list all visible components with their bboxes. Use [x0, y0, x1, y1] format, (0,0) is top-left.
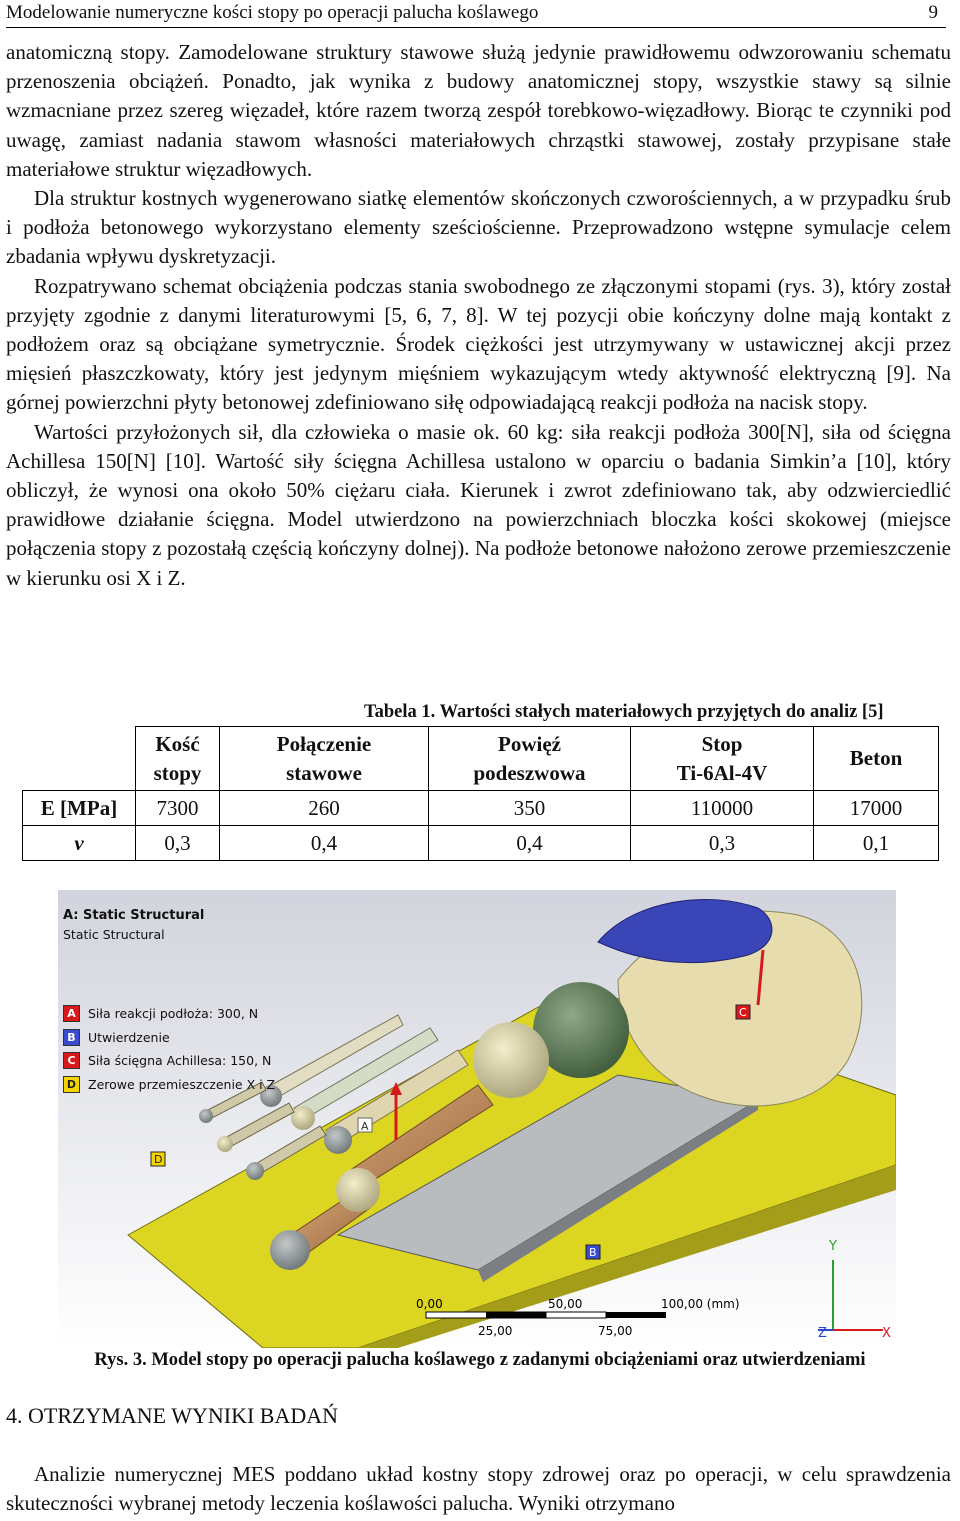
table-corner-cell [23, 727, 136, 791]
scale-label: 75,00 [598, 1324, 633, 1338]
marker-c-letter: C [739, 1006, 747, 1019]
page-number: 9 [928, 2, 938, 23]
figure-caption: Rys. 3. Model stopy po operacji palucha koślawego z zadanymi obciążeniami oraz utwierdzeniami [94, 1350, 866, 1370]
table-row [23, 791, 939, 826]
table-cell: 0,3 [631, 826, 814, 861]
table-cell: 0,4 [220, 826, 429, 861]
marker-a-letter: A [361, 1120, 369, 1133]
paragraph: Wartości przyłożonych sił, dla człowieka o masie ok. 60 kg: siła reakcji podłoża 300[N], siła od ścięgna Achillesa 150[N] [10]. Wartość siły ścięgna Achillesa ustalono w oparciu o badania Simkin’a [10], który obliczył, że wynosi ona około 50% ciężaru ciała. Kierunek i zwrot zdefiniowano tak, aby odzwierciedlić prawidłowe działanie ścięgna. Model utwierdzono na powierzchniach bloczka kości skokowej (miejsce połączenia stopy z pozostałą częścią kończyny dolnej). Na podłoże betonowe nałożono zerowe przemieszczenie w kierunku osi X i Z. [6, 419, 951, 590]
header-title: Modelowanie numeryczne kości stopy po operacji palucha koślawego [6, 2, 539, 23]
table-cell: 260 [220, 791, 429, 826]
body-text [6, 1460, 951, 1518]
legend-item [63, 1002, 275, 1026]
joint-sphere [291, 1106, 315, 1130]
column-header: Stop Ti-6Al-4V [631, 727, 814, 791]
legend-label: Siła ścięgna Achillesa: 150, N [88, 1053, 272, 1069]
table-cell: 110000 [631, 791, 814, 826]
table-cell: 0,4 [429, 826, 631, 861]
running-header [6, 0, 946, 28]
material-table [22, 726, 939, 861]
triad-y-label: Y [829, 1239, 837, 1254]
legend-item [63, 1026, 275, 1050]
table-cell: 17000 [814, 791, 939, 826]
paragraph: Analizie numerycznej MES poddano układ kostny stopy zdrowej oraz po operacji, w celu sprawdzenia skuteczności wybranej metody leczenia koślawości palucha. Wyniki otrzymano [6, 1462, 951, 1516]
row-label: E [MPa] [23, 791, 136, 826]
joint-sphere [473, 1022, 549, 1098]
legend-item [63, 1049, 275, 1073]
marker-d-letter: D [154, 1153, 163, 1166]
joint-sphere [246, 1162, 264, 1180]
legend-swatch: C [63, 1052, 80, 1069]
legend-label: Utwierdzenie [88, 1029, 170, 1045]
scale-label: 25,00 [478, 1324, 513, 1338]
table-header-row [23, 727, 939, 791]
table-cell: 0,3 [136, 826, 220, 861]
table-caption: Tabela 1. Wartości stałych materiałowych przyjętych do analiz [5] [364, 702, 884, 722]
boundary-legend [63, 1002, 275, 1096]
body-text [6, 38, 951, 593]
joint-sphere [199, 1109, 213, 1123]
paragraph: anatomiczną stopy. Zamodelowane struktury stawowe służą jedynie prawidłowemu odwzorowaniu schematu przenoszenia obciążeń. Ponadto, jak wynika z budowy anatomicznej stopy, wszystkie stawy są silnie wzmacniane przez szereg więzadeł, które razem tworzą zespół torebkowo-więzadłowy. Biorąc te czynniki pod uwagę, zamiast nadania stawom własności materiałowych chrząstki stawowej, zostały przypisane stałe materiałowe struktur więzadłowych. [6, 40, 951, 181]
scale-bar-seg [486, 1312, 546, 1318]
table-cell: 0,1 [814, 826, 939, 861]
scale-label: 100,00 (mm) [661, 1297, 740, 1311]
legend-swatch: D [63, 1076, 80, 1093]
marker-b-letter: B [589, 1246, 597, 1259]
joint-sphere [217, 1136, 233, 1152]
fem-model-render [58, 890, 896, 1348]
figure-analysis-title: A: Static Structural [63, 908, 205, 923]
triad-x-label: X [882, 1326, 891, 1341]
legend-swatch: B [63, 1029, 80, 1046]
figure-analysis-subtitle: Static Structural [63, 927, 165, 942]
column-header: Powięź podeszwowa [429, 727, 631, 791]
legend-label: Zerowe przemieszczenie X i Z [88, 1076, 276, 1092]
row-label: v [23, 826, 136, 861]
scale-bar-seg [606, 1312, 666, 1318]
legend-item [63, 1073, 275, 1097]
column-header: Połączenie stawowe [220, 727, 429, 791]
column-header: Kość stopy [136, 727, 220, 791]
legend-label: Siła reakcji podłoża: 300, N [88, 1006, 259, 1022]
scale-bar-seg [546, 1312, 606, 1318]
legend-swatch: A [63, 1005, 80, 1022]
joint-sphere [336, 1168, 380, 1212]
paragraph: Dla struktur kostnych wygenerowano siatkę elementów skończonych czworościennych, a w przypadku śrub i podłoża betonowego wykorzystano elementy sześciościenne. Przeprowadzono wstępne symulacje celem zbadania wpływu dyskretyzacji. [6, 186, 951, 269]
table-cell: 7300 [136, 791, 220, 826]
triad-z-label: Z [818, 1326, 827, 1341]
paragraph: Rozpatrywano schemat obciążenia podczas stania swobodnego ze złączonymi stopami (rys. 3), który został przyjęty zgodnie z danymi literaturowymi [5, 6, 7, 8]. W tej pozycji obie kończyny dolne mają kontakt z podłożem oraz są obciążane symetrycznie. Środek ciężkości jest utrzymywany w ustawicznej akcji przez mięsień płaszczkowaty, który jest jedynym mięśniem wykazującym wtedy aktywność elektryczną [9]. Na górnej powierzchni płyty betonowej zdefiniowano siłę odpowiadającą reakcji podłoża na nacisk stopy. [6, 273, 951, 415]
joint-sphere [270, 1230, 310, 1270]
table-row [23, 826, 939, 861]
joint-sphere [324, 1126, 352, 1154]
scale-label: 0,00 [416, 1297, 443, 1311]
section-heading: 4. OTRZYMANE WYNIKI BADAŃ [6, 1403, 339, 1428]
column-header: Beton [814, 727, 939, 791]
fem-model-figure [58, 890, 896, 1348]
scale-label: 50,00 [548, 1297, 583, 1311]
table-cell: 350 [429, 791, 631, 826]
